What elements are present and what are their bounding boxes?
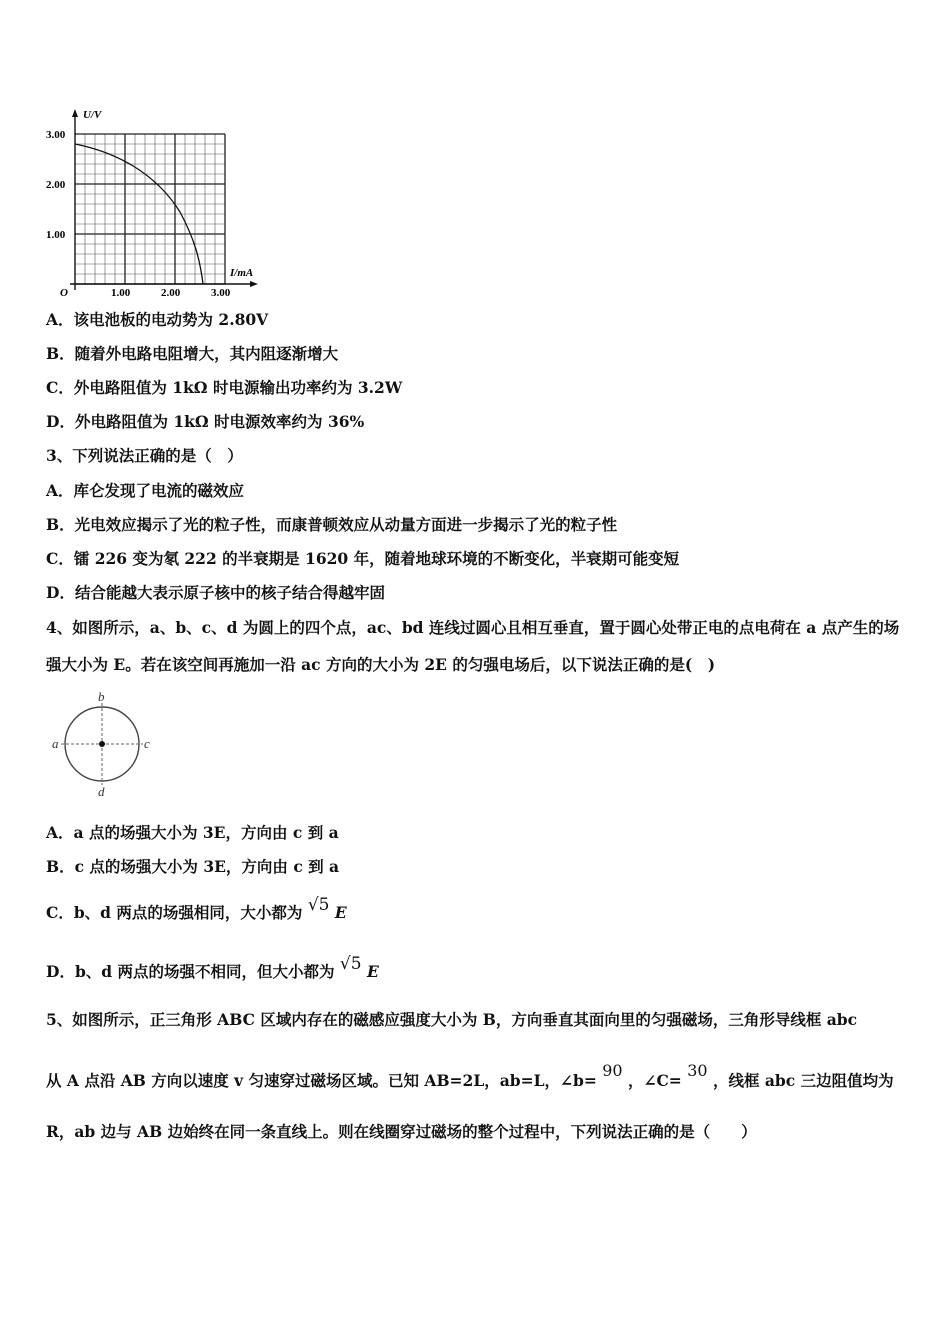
x-tick-label: 1.00 bbox=[111, 287, 131, 299]
q5-line-1: 5、如图所示，正三角形 ABC 区域内存在的磁感应强度大小为 B，方向垂直其面向里的匀强磁场，三角形导线框 abc bbox=[46, 1010, 858, 1029]
graph-grid bbox=[75, 134, 225, 284]
q4-option-d-text: D．b、d 两点的场强不相同，但大小都为 bbox=[46, 962, 335, 981]
q4-option-b: B．c 点的场强大小为 3E，方向由 c 到 a bbox=[46, 857, 340, 876]
q3-option-b: B．光电效应揭示了光的粒子性，而康普顿效应从动量方面进一步揭示了光的粒子性 bbox=[46, 515, 618, 534]
q5-line-2-part-3: ，线框 abc 三边阻值均为 bbox=[712, 1071, 894, 1090]
origin-label: O bbox=[60, 287, 68, 299]
y-axis-label: U/V bbox=[83, 109, 102, 121]
angle-b-value: 90 bbox=[602, 1061, 623, 1080]
x-tick-label: 3.00 bbox=[211, 287, 231, 299]
q2-option-c: C．外电路阻值为 1kΩ 时电源输出功率约为 3.2W bbox=[46, 378, 403, 397]
q4-option-d bbox=[46, 954, 379, 982]
field-symbol: E bbox=[334, 903, 347, 922]
q2-option-d: D．外电路阻值为 1kΩ 时电源效率约为 36% bbox=[46, 412, 365, 431]
point-label-c: c bbox=[144, 736, 150, 751]
q4-stem-line-1: 4、如图所示，a、b、c、d 为圆上的四个点，ac、bd 连线过圆心且相互垂直，置于圆心处带正电的点电荷在 a 点产生的场 bbox=[46, 618, 900, 637]
y-axis-arrow bbox=[72, 109, 78, 117]
center-charge bbox=[99, 741, 105, 747]
q5-line-2 bbox=[46, 1061, 894, 1091]
q5-line-2-part-2: ，∠C= bbox=[627, 1071, 682, 1090]
point-label-a: a bbox=[52, 736, 59, 751]
circle-diagram bbox=[48, 688, 158, 798]
q3-stem: 3、下列说法正确的是（ ） bbox=[46, 446, 243, 465]
u-i-graph bbox=[40, 100, 270, 305]
q3-option-d: D．结合能越大表示原子核中的核子结合得越牢固 bbox=[46, 583, 385, 602]
point-label-d: d bbox=[98, 784, 105, 798]
q2-option-a: A．该电池板的电动势为 2.80V bbox=[46, 310, 269, 329]
x-axis-arrow bbox=[250, 281, 258, 287]
q4-option-a: A．a 点的场强大小为 3E，方向由 c 到 a bbox=[46, 823, 339, 842]
q3-option-c: C．镭 226 变为氡 222 的半衰期是 1620 年，随着地球环境的不断变化，半衰期可能变短 bbox=[46, 549, 680, 568]
point-label-b: b bbox=[98, 689, 105, 704]
sqrt-five: √5 bbox=[307, 895, 330, 915]
y-tick-label: 1.00 bbox=[46, 229, 66, 241]
q3-option-a: A．库仑发现了电流的磁效应 bbox=[46, 481, 245, 500]
sqrt-five: √5 bbox=[339, 954, 362, 974]
angle-c-value: 30 bbox=[687, 1061, 708, 1080]
q4-option-c bbox=[46, 895, 347, 923]
q4-option-c-text: C．b、d 两点的场强相同，大小都为 bbox=[46, 903, 303, 922]
field-symbol: E bbox=[366, 962, 379, 981]
q2-option-b: B．随着外电路电阻增大，其内阻逐渐增大 bbox=[46, 344, 339, 363]
q4-stem-line-2: 强大小为 E。若在该空间再施加一沿 ac 方向的大小为 2E 的匀强电场后，以下说法正确的是( ) bbox=[46, 655, 716, 674]
y-tick-label: 2.00 bbox=[46, 179, 66, 191]
q5-line-3: R，ab 边与 AB 边始终在同一条直线上。则在线圈穿过磁场的整个过程中，下列说法正确的是（ ） bbox=[46, 1122, 757, 1141]
y-tick-label: 3.00 bbox=[46, 129, 66, 141]
x-axis-label: I/mA bbox=[230, 267, 254, 279]
q5-line-2-part-1: 从 A 点沿 AB 方向以速度 v 匀速穿过磁场区域。已知 AB=2L，ab=L，∠b= bbox=[46, 1071, 597, 1090]
x-tick-label: 2.00 bbox=[161, 287, 181, 299]
